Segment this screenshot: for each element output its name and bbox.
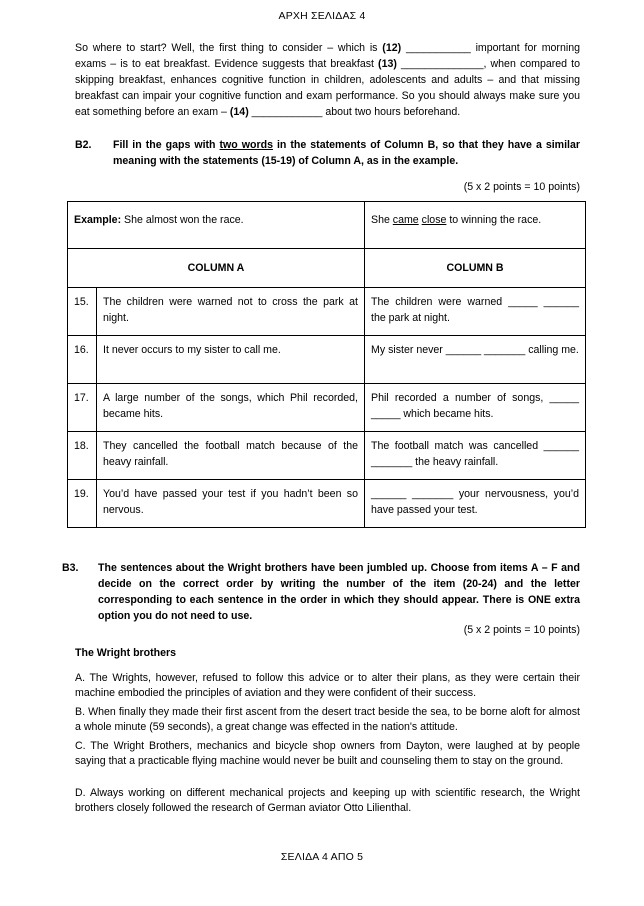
row-column-a: It never occurs to my sister to call me. — [97, 336, 365, 384]
column-header-row — [68, 249, 586, 288]
b3-number: B3. — [62, 562, 79, 574]
b2-table — [67, 201, 586, 528]
example-column-a — [68, 202, 365, 249]
example-answer-2: close — [421, 214, 447, 226]
table-row — [68, 288, 586, 336]
example-b-text-1: She — [371, 214, 393, 226]
row-column-a: The children were warned not to cross the park at night. — [97, 288, 365, 336]
b2-number: B2. — [75, 139, 92, 151]
row-column-a: You’d have passed your test if you hadn’t been so nervous. — [97, 480, 365, 528]
b2-points: (5 x 2 points = 10 points) — [463, 181, 580, 193]
row-number: 17. — [68, 384, 97, 432]
row-number: 16. — [68, 336, 97, 384]
b2-text-3: in the statements of Column B, so that they have a similar meaning with the statements (15-19) of Column A, as in the example. — [113, 139, 580, 167]
table-row — [68, 384, 586, 432]
row-column-a: They cancelled the football match because of the heavy rainfall. — [97, 432, 365, 480]
column-b-header: COLUMN B — [365, 249, 586, 288]
table-row — [68, 432, 586, 480]
passage-text-3: ______________, when compared to skipping breakfast, enhances cognitive function in children, adolescents and adults – and that missing breakfast can impair your cognitive function and exam performance. So you should always make sure you eat something before an exam – — [75, 58, 580, 118]
example-b-text-3: to winning the race. — [446, 214, 542, 226]
b2-text-1: Fill in the gaps with — [113, 139, 220, 151]
page-footer: ΣΕΛΙΔΑ 4 ΑΠΟ 5 — [280, 851, 364, 863]
page-header: ΑΡΧΗ ΣΕΛΙΔΑΣ 4 — [278, 10, 366, 22]
passage-paragraph — [75, 40, 580, 120]
row-number: 15. — [68, 288, 97, 336]
passage-text-1: So where to start? Well, the first thing to consider – which is — [75, 42, 383, 54]
row-column-b: Phil recorded a number of songs, _____ _____ which became hits. — [365, 384, 586, 432]
b2-text — [113, 137, 580, 169]
row-column-a: A large number of the songs, which Phil recorded, became hits. — [97, 384, 365, 432]
row-number: 19. — [68, 480, 97, 528]
gap-12-label: (12) — [382, 42, 402, 54]
example-column-b — [365, 202, 586, 249]
passage-text-2: ___________ important for morning exams – is to eat breakfast. Evidence suggests that breakfast — [75, 42, 580, 70]
row-column-b: My sister never ______ _______ calling me. — [365, 336, 586, 384]
b3-instructions — [62, 560, 580, 624]
column-a-header: COLUMN A — [68, 249, 365, 288]
example-a-text: She almost won the race. — [121, 214, 244, 226]
example-row — [68, 202, 586, 249]
b3-text: The sentences about the Wright brothers have been jumbled up. Choose from items A – F and decide on the correct order by writing the number of the item (20-24) and the letter corresponding to each sentence in the order in which they should appear. There is ONE extra option you do not need to use. — [98, 562, 580, 622]
example-label: Example: — [74, 214, 122, 226]
row-column-b: ______ _______ your nervousness, you’d have passed your test. — [365, 480, 586, 528]
gap-13-label: (13) — [378, 58, 397, 70]
row-number: 18. — [68, 432, 97, 480]
list-item: B. When finally they made their first ascent from the desert tract beside the sea, to be borne aloft for almost a whole minute (59 seconds), a great change was effected in the nation's attitude. — [75, 706, 580, 733]
table-row — [68, 480, 586, 528]
table-row — [68, 336, 586, 384]
b3-points: (5 x 2 points = 10 points) — [463, 624, 580, 636]
row-column-b: The football match was cancelled ______ _______ the heavy rainfall. — [365, 432, 586, 480]
b2-text-underlined: two words — [219, 139, 273, 151]
row-column-b: The children were warned _____ ______ the park at night. — [365, 288, 586, 336]
list-item: C. The Wright Brothers, mechanics and bicycle shop owners from Dayton, were laughed at by people saying that a practicable flying machine would never be built and counseling them to stay on the ground. — [75, 740, 580, 767]
example-answer-1: came — [392, 214, 419, 226]
b2-instructions — [75, 137, 580, 169]
gap-14-label: (14) — [229, 106, 249, 118]
wright-brothers-title: The Wright brothers — [75, 647, 177, 659]
list-item: A. The Wrights, however, refused to follow this advice or to alter their plans, as they were certain their machine embodied the principles of aviation and they were confident of their success. — [75, 672, 580, 699]
passage-text-4: ____________ about two hours beforehand. — [248, 106, 461, 118]
list-item: D. Always working on different mechanical projects and keeping up with scientific research, the Wright brothers closely followed the research of German aviator Otto Lilienthal. — [75, 787, 580, 814]
